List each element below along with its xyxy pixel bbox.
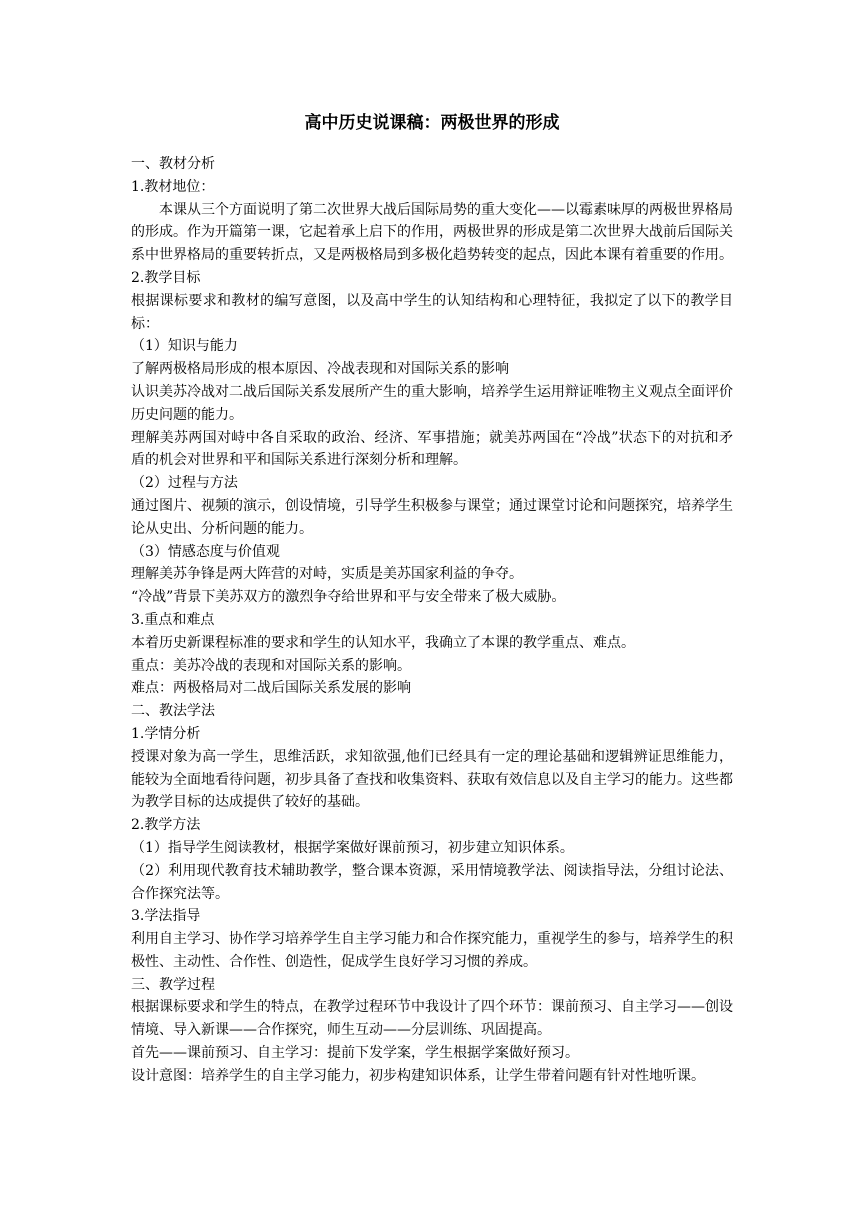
paragraph: （2）利用现代教育技术辅助教学，整合课本资源，采用情境教学法、阅读指导法，分组讨论法、合作探究法等。 bbox=[131, 862, 733, 902]
paragraph: （2）过程与方法 bbox=[131, 475, 238, 492]
paragraph: 一、教材分析 bbox=[131, 156, 215, 172]
paragraph: 根据课标要求和教材的编写意图，以及高中学生的认知结构和心理特征，我拟定了以下的教学目标： bbox=[131, 292, 733, 332]
paragraph: 授课对象为高一学生，思维活跃，求知欲强,他们已经具有一定的理论基础和逻辑辨证思维能力，能较为全面地看待问题，初步具备了查找和收集资料、获取有效信息以及自主学习的能力。这些都为教学目标的达成提供了较好的基础。 bbox=[131, 748, 733, 811]
paragraph: 设计意图：培养学生的自主学习能力，初步构建知识体系，让学生带着问题有针对性地听课。 bbox=[131, 1067, 705, 1084]
paragraph: （1）知识与能力 bbox=[131, 338, 238, 355]
paragraph: 利用自主学习、协作学习培养学生自主学习能力和合作探究能力，重视学生的参与，培养学生的积极性、主动性、合作性、创造性，促成学生良好学习习惯的养成。 bbox=[131, 931, 733, 970]
paragraph: 2.教学方法 bbox=[131, 817, 201, 834]
document-page bbox=[131, 110, 733, 1088]
paragraph: 了解两极格局形成的根本原因、冷战表现和对国际关系的影响 bbox=[131, 361, 509, 378]
paragraph: 通过图片、视频的演示，创设情境，引导学生积极参与课堂；通过课堂讨论和问题探究，培养学生论从史出、分析问题的能力。 bbox=[131, 497, 733, 537]
document-title: 高中历史说课稿：两极世界的形成 bbox=[304, 113, 560, 133]
paragraph: （3）情感态度与价值观 bbox=[131, 543, 280, 560]
paragraph: 理解美苏两国对峙中各自采取的政治、经济、军事措施；就美苏两国在“冷战”状态下的对抗和矛盾的机会对世界和平和国际关系进行深刻分析和理解。 bbox=[131, 429, 733, 469]
paragraph: 理解美苏争锋是两大阵营的对峙，实质是美苏国家利益的争夺。 bbox=[131, 566, 523, 583]
paragraph: “冷战”背景下美苏双方的激烈争夺给世界和平与安全带来了极大威胁。 bbox=[131, 589, 566, 606]
paragraph: 难点：两极格局对二战后国际关系发展的影响 bbox=[131, 680, 411, 697]
paragraph: 本着历史新课程标准的要求和学生的认知水平，我确立了本课的教学重点、难点。 bbox=[131, 634, 635, 651]
paragraph: 二、教法学法 bbox=[131, 703, 215, 720]
paragraph: 首先——课前预习、自主学习：提前下发学案，学生根据学案做好预习。 bbox=[131, 1045, 579, 1062]
paragraph: 2.教学目标 bbox=[131, 269, 201, 286]
paragraph: 1.教材地位： bbox=[131, 178, 215, 195]
paragraph: 认识美苏冷战对二战后国际关系发展所产生的重大影响，培养学生运用辩证唯物主义观点全面评价历史问题的能力。 bbox=[131, 383, 733, 423]
paragraph: 3.重点和难点 bbox=[131, 611, 215, 628]
paragraph: 三、教学过程 bbox=[131, 976, 215, 993]
paragraph: 1.学情分析 bbox=[131, 725, 201, 742]
paragraph: 重点：美苏冷战的表现和对国际关系的影响。 bbox=[131, 657, 411, 674]
paragraph: 本课从三个方面说明了第二次世界大战后国际局势的重大变化——以霉素味厚的两极世界格局的形成。作为开篇第一课，它起着承上启下的作用，两极世界的形成是第二次世界大战前后国际关系中世界格局的重要转折点，又是两极格局到多极化趋势转变的起点，因此本课有着重要的作用。 bbox=[131, 201, 733, 264]
document-body bbox=[131, 153, 733, 1088]
paragraph: （1）指导学生阅读教材，根据学案做好课前预习，初步建立知识体系。 bbox=[131, 839, 574, 856]
paragraph: 根据课标要求和学生的特点，在教学过程环节中我设计了四个环节：课前预习、自主学习——创设情境、导入新课——合作探究，师生互动——分层训练、巩固提高。 bbox=[131, 999, 733, 1039]
paragraph: 3.学法指导 bbox=[131, 908, 201, 925]
